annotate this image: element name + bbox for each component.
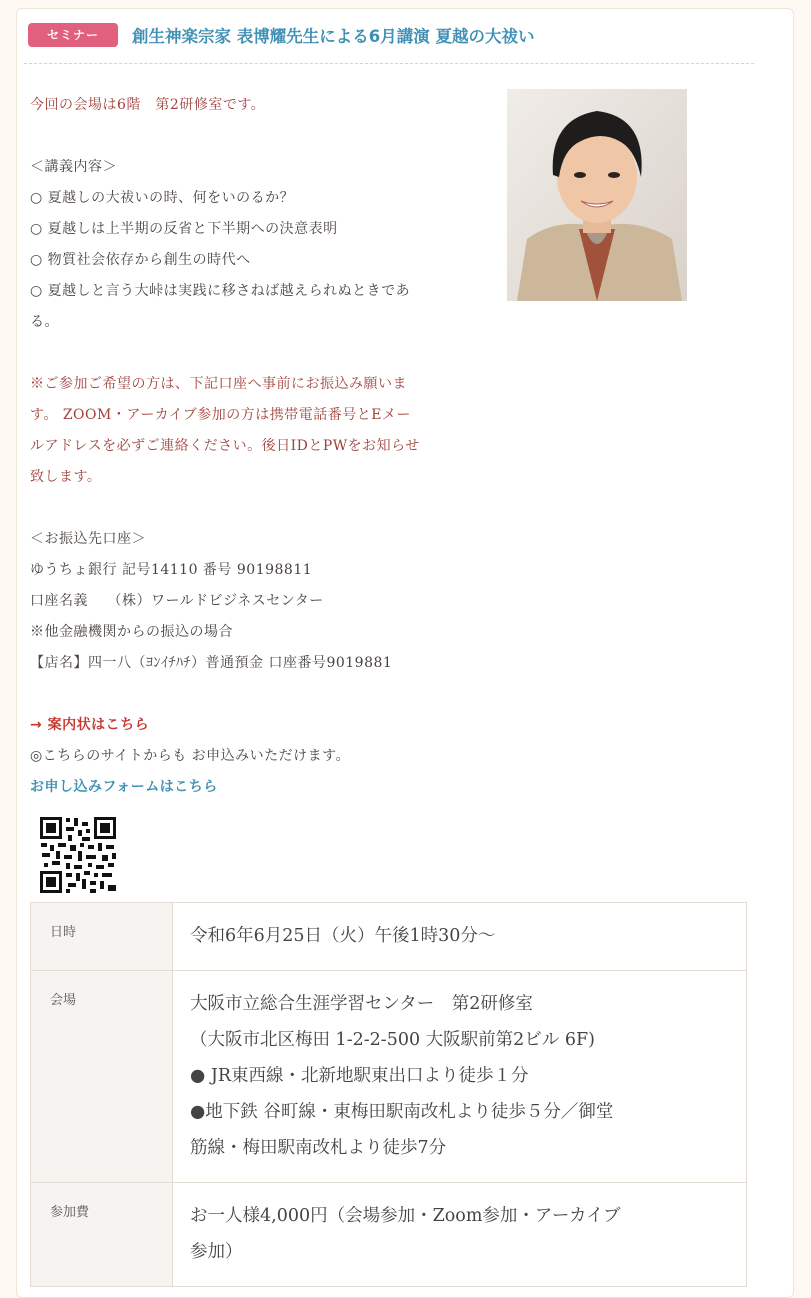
event-description <box>30 90 500 803</box>
lecture-item: ○ 夏越しは上半期の反省と下半期への決意表明 <box>30 221 338 237</box>
notice-line: ルアドレスを必ずご連絡ください。後日IDとPWをお知らせ <box>30 438 420 454</box>
event-header <box>28 20 768 50</box>
venue-line: ●地下鉄 谷町線・東梅田駅南改札より徒歩５分／御堂 <box>190 1102 614 1122</box>
qr-code[interactable] <box>38 815 118 895</box>
venue-note: 今回の会場は6階 第2研修室です。 <box>30 97 266 113</box>
event-info-table <box>30 902 747 1287</box>
venue-line: 大阪市立総合生涯学習センター 第2研修室 <box>190 994 533 1014</box>
venue-line: ● JR東西線・北新地駅東出口より徒歩１分 <box>190 1066 529 1086</box>
notice-line: 致します。 <box>30 469 102 485</box>
lecture-heading: ＜講義内容＞ <box>30 159 117 175</box>
row-value-venue <box>173 971 747 1183</box>
lecture-item: ○ 夏越しの大祓いの時、何をいのるか？ <box>30 190 295 206</box>
row-value-fee <box>173 1183 747 1287</box>
row-label-fee: 参加費 <box>31 1183 173 1287</box>
notice-line: ※ご参加ご希望の方は、下記口座へ事前にお振込み願いま <box>30 376 407 392</box>
notice-line: す。 ZOOM・アーカイブ参加の方は携帯電話番号とEメー <box>30 407 412 423</box>
fee-line: お一人様4,000円（会場参加・Zoom参加・アーカイブ <box>190 1206 621 1226</box>
signup-note: ◎こちらのサイトからも お申込みいただけます。 <box>30 748 351 764</box>
table-row <box>31 971 747 1183</box>
datetime-line: 令和6年6月25日（火）午後1時30分～ <box>190 926 496 946</box>
row-label-datetime: 日時 <box>31 903 173 971</box>
category-badge[interactable]: セミナー <box>28 23 118 47</box>
invitation-link[interactable]: → 案内状はこちら <box>30 717 150 733</box>
row-label-venue: 会場 <box>31 971 173 1183</box>
bank-line: ゆうちょ銀行 記号14110 番号 90198811 <box>30 562 313 578</box>
lecture-item: ○ 夏越しと言う大峠は実践に移さねば越えられぬときであ <box>30 283 411 299</box>
bank-line: 口座名義 （株）ワールドビジネスセンター <box>30 593 324 609</box>
bank-line: 【店名】四一八（ﾖﾝｲﾁﾊﾁ）普通預金 口座番号9019881 <box>30 655 393 671</box>
venue-line: 筋線・梅田駅南改札より徒歩7分 <box>190 1138 447 1158</box>
lecture-item: る。 <box>30 314 59 330</box>
venue-line: （大阪市北区梅田 1-2-2-500 大阪駅前第2ビル 6F) <box>190 1030 595 1050</box>
dashed-divider <box>24 63 754 64</box>
event-title[interactable]: 創生神楽宗家 表博耀先生による6月講演 夏越の大祓い <box>132 27 535 46</box>
speaker-photo <box>507 89 687 301</box>
bank-heading: ＜お振込先口座＞ <box>30 531 146 547</box>
table-row <box>31 903 747 971</box>
signup-form-link[interactable]: お申し込みフォームはこちら <box>30 779 218 795</box>
bank-line: ※他金融機関からの振込の場合 <box>30 624 233 640</box>
fee-line: 参加） <box>190 1242 243 1262</box>
lecture-item: ○ 物質社会依存から創生の時代へ <box>30 252 251 268</box>
row-value-datetime <box>173 903 747 971</box>
table-row <box>31 1183 747 1287</box>
